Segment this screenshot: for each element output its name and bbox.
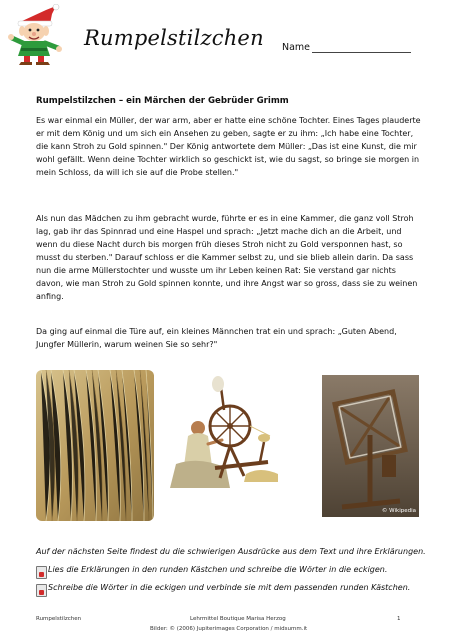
instruction-step: Lies die Erklärungen in den runden Kästchen und schreibe die Wörter in die eckigen. [48,565,388,574]
pencil-icon [36,566,47,579]
story-paragraph: Es war einmal ein Müller, der war arm, aber er hatte eine schöne Tochter. Eines Tages plauderte er mit dem König und um sich ein Ansehen zu geben, sagte er zu ihm: „Ich habe eine Tochter, die kann Stroh zu Gold spinnen." Der König antwortete dem Müller: „Das ist eine Kunst, die mir wohl gefällt. Wenn deine Tochter wirklich so geschickt ist, wie du sagst, so bringe sie morgen in mein Schloss, da will ich sie auf die Probe stellen." [36,116,421,177]
story-paragraph: Da ging auf einmal die Türe auf, ein kleines Männchen trat ein und sprach: „Guten Abend, Jungfer Müllerin, warum weinen Sie so sehr?" [36,327,397,349]
elf-illustration [6,4,64,66]
instruction-intro: Auf der nächsten Seite findest du die schwierigen Ausdrücke aus dem Text und ihre Erklärungen. [36,547,426,556]
reel-photo [322,375,419,517]
worksheet-title: Rumpelstilzchen [84,26,264,50]
page-number: 1 [397,616,401,622]
pencil-icon [36,584,47,597]
instruction-step: Schreibe die Wörter in die eckigen und verbinde sie mit dem passenden runden Kästchen. [48,583,411,592]
image-credit: Bilder: © (2006) Jupiterimages Corporation / midsumm.it [150,626,308,632]
footer-title: Rumpelstilzchen [36,616,82,622]
name-write-line[interactable] [312,52,411,53]
straw-photo [36,370,154,521]
photo-watermark: © Wikipedia [381,508,416,514]
story-paragraph: Als nun das Mädchen zu ihm gebracht wurde, führte er es in eine Kammer, die ganz voll Stroh lag, gab ihr das Spinnrad und eine Haspel und sprach: „Jetzt mache dich an die Arbeit, und wenn du diese Nacht durch bis morgen früh dieses Stroh nicht zu Gold versponnen hast, so musst du sterben." Darauf schloss er die Kammer selbst zu, und sie blieb allein darin. Da sass nun die arme Müllerstochter und wusste um ihr Leben keinen Rat: Sie verstand gar nichts davon, wie man Stroh zu Gold spinnen konnte, und ihre Angst war so gross, dass sie zu weinen anfing. [36,214,418,301]
story-subtitle: Rumpelstilzchen – ein Märchen der Gebrüder Grimm [36,96,289,106]
footer-publisher: Lehrmittel Boutique Marisa Herzog [190,616,286,622]
name-label: Name [282,42,311,53]
spinning-wheel-illustration [160,370,282,500]
